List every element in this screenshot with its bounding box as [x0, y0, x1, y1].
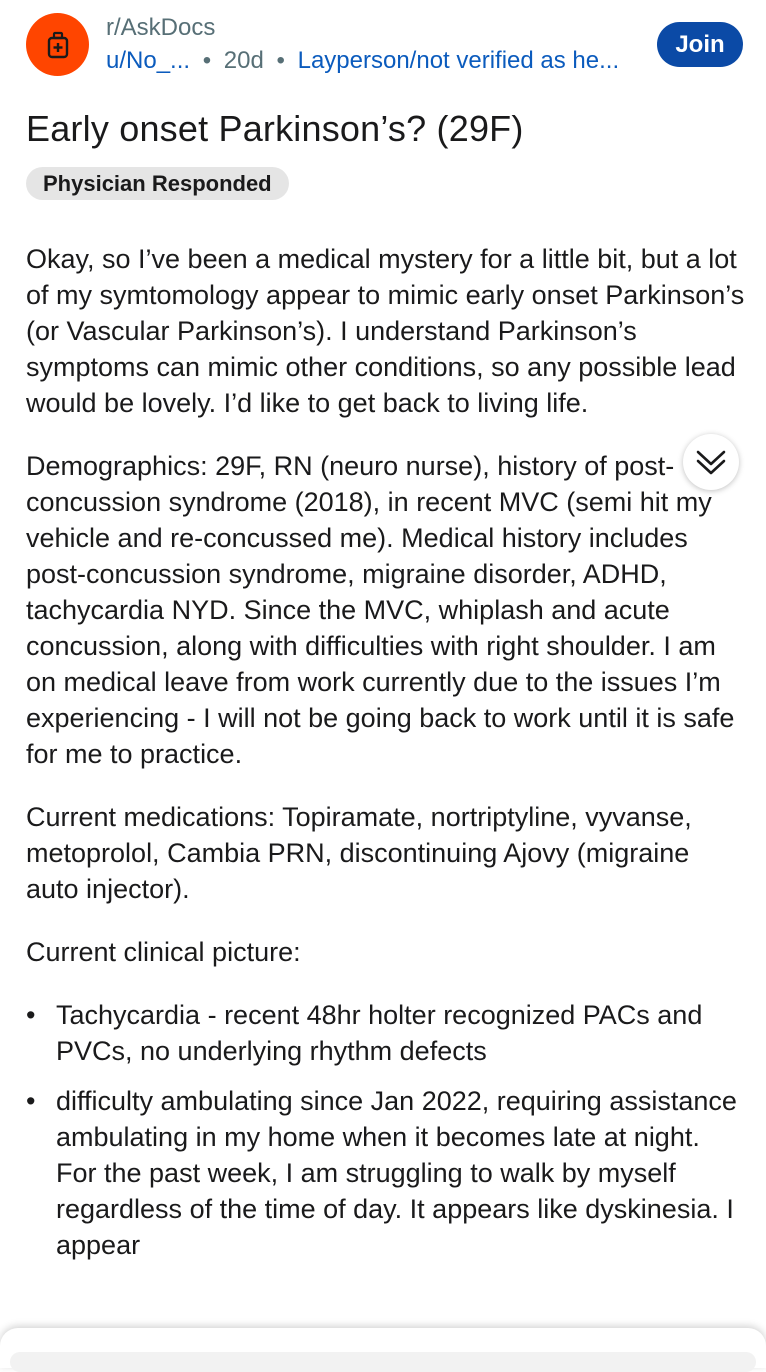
- paragraph-medications: Current medications: Topiramate, nortriptyline, vyvanse, metoprolol, Cambia PRN, discontinuing Ajovy (migraine auto injector).: [26, 802, 692, 904]
- list-item-text: Tachycardia - recent 48hr holter recognized PACs and PVCs, no underlying rhythm defects: [56, 1000, 703, 1066]
- paragraph-demographics: Demographics: 29F, RN (neuro nurse), history of post-concussion syndrome (2018), in recent MVC (semi hit my vehicle and re-concussed me). Medical history includes post-concussion syndrome, migraine disorder, ADHD, tachycardia NYD. Since the MVC, whiplash and acute concussion, along with difficulties with right shoulder. I am on medical leave from work currently due to the issues I’m experiencing - I will not be going back to work until it is safe for me to practice.: [26, 451, 735, 769]
- post-header: [0, 0, 766, 100]
- double-chevron-down-icon: [694, 445, 728, 479]
- bullet-marker: •: [26, 1000, 36, 1030]
- post-age: 20d: [223, 47, 264, 74]
- user-flair[interactable]: Layperson/not verified as he...: [297, 47, 620, 74]
- join-button[interactable]: Join: [657, 22, 743, 67]
- paragraph-intro: Okay, so I’ve been a medical mystery for a little bit, but a lot of my symtomology appear to mimic early onset Parkinson’s (or Vascular Parkinson’s). I understand Parkinson’s symptoms can mimic other conditions, so any possible lead would be lovely. I’d like to get back to living life.: [26, 244, 745, 418]
- post-title: Early onset Parkinson’s? (29F): [26, 108, 524, 149]
- medical-bag-icon: [43, 30, 73, 60]
- post-meta: [106, 47, 619, 75]
- paragraph-clinical-heading: Current clinical picture:: [26, 937, 301, 967]
- post-flair-badge[interactable]: Physician Responded: [26, 167, 289, 200]
- author-username[interactable]: u/No_...: [106, 47, 191, 74]
- comment-input-bar[interactable]: [10, 1352, 756, 1372]
- list-item: [26, 997, 746, 1069]
- subreddit-avatar[interactable]: [26, 13, 89, 76]
- subreddit-name[interactable]: r/AskDocs: [106, 14, 216, 41]
- bullet-marker: •: [26, 1086, 36, 1116]
- scroll-down-button[interactable]: [683, 434, 739, 490]
- post-body: [26, 241, 746, 1277]
- bottom-comment-sheet[interactable]: [0, 1328, 766, 1368]
- symptom-list: [26, 997, 746, 1263]
- meta-separator: •: [276, 47, 285, 74]
- list-item: [26, 1083, 746, 1263]
- meta-separator: •: [202, 47, 212, 74]
- list-item-text: difficulty ambulating since Jan 2022, requiring assistance ambulating in my home when it becomes late at night. For the past week, I am struggling to walk by myself regardless of the time of day. It appears like dyskinesia. I appear: [56, 1086, 737, 1260]
